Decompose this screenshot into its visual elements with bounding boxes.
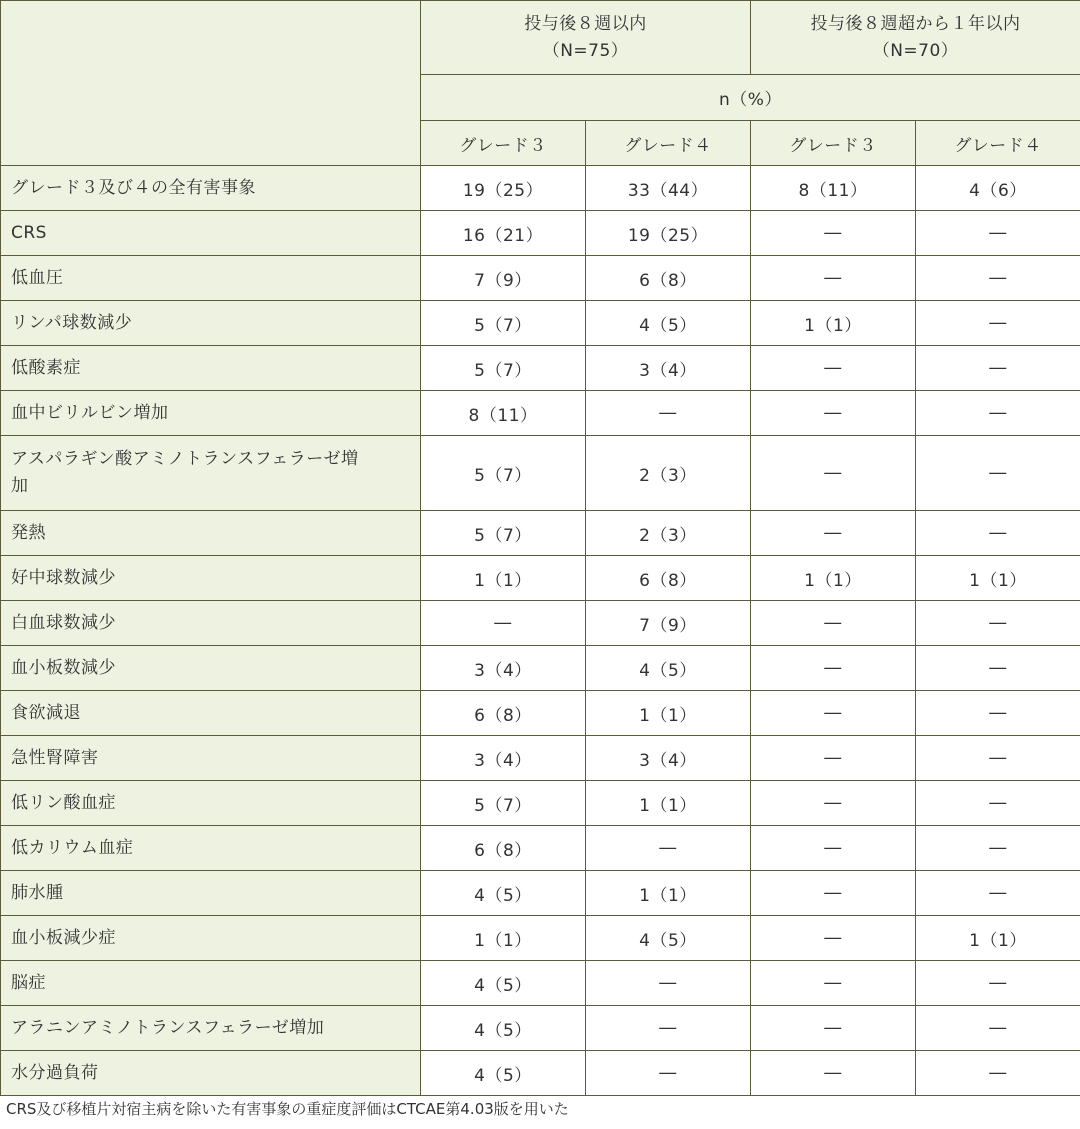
value-cell: 5（7） [421,511,586,556]
value-cell: ― [916,1006,1080,1051]
value-cell: ― [751,916,916,961]
value-cell: 5（7） [421,436,586,511]
table-row [1,871,1080,916]
period2-header [751,1,1080,75]
value-cell: ― [751,736,916,781]
row-label: 血小板減少症 [1,916,421,961]
value-cell: ― [421,601,586,646]
row-label: 低カリウム血症 [1,826,421,871]
value-cell: 2（3） [586,511,751,556]
value-cell: ― [916,391,1080,436]
row-label: 食欲減退 [1,691,421,736]
table-row [1,256,1080,301]
value-cell: 4（6） [916,166,1080,211]
value-cell: ― [916,646,1080,691]
value-cell: ― [751,871,916,916]
value-cell: 7（9） [586,601,751,646]
value-cell: 1（1） [586,781,751,826]
value-cell: 4（5） [421,1051,586,1096]
value-cell: 4（5） [586,916,751,961]
row-label: リンパ球数減少 [1,301,421,346]
table-row [1,691,1080,736]
value-cell: 1（1） [421,556,586,601]
value-cell: ― [916,736,1080,781]
value-cell: ― [916,346,1080,391]
value-cell: 1（1） [586,691,751,736]
value-cell: ― [751,646,916,691]
period1-header [421,1,751,75]
value-cell: ― [916,961,1080,1006]
value-cell: 1（1） [916,556,1080,601]
row-label: 血中ビリルビン増加 [1,391,421,436]
value-cell: ― [751,511,916,556]
table-row [1,511,1080,556]
value-cell: ― [751,1051,916,1096]
table-row [1,211,1080,256]
table-row [1,826,1080,871]
value-cell: ― [586,391,751,436]
row-label: 低血圧 [1,256,421,301]
grade-header: グレード３ [421,121,586,166]
table-row [1,916,1080,961]
value-cell: 16（21） [421,211,586,256]
value-cell: ― [916,256,1080,301]
row-label: 肺水腫 [1,871,421,916]
period1-title: 投与後８週以内 [524,13,647,34]
value-cell: 1（1） [751,556,916,601]
row-label: アスパラギン酸アミノトランスフェラーゼ増加 [1,436,421,511]
value-cell: 3（4） [586,736,751,781]
value-cell: 1（1） [916,916,1080,961]
row-label: アラニンアミノトランスフェラーゼ増加 [1,1006,421,1051]
row-label: 低リン酸血症 [1,781,421,826]
value-cell: 5（7） [421,781,586,826]
value-cell: ― [751,961,916,1006]
value-cell: ― [916,1051,1080,1096]
value-cell: 6（8） [586,556,751,601]
table-row [1,346,1080,391]
value-cell: ― [751,691,916,736]
unit-header: n（%） [421,75,1080,121]
row-label: 血小板数減少 [1,646,421,691]
value-cell: 4（5） [421,871,586,916]
value-cell: 5（7） [421,346,586,391]
value-cell: ― [916,211,1080,256]
table-row [1,646,1080,691]
row-label: 好中球数減少 [1,556,421,601]
table-row [1,301,1080,346]
value-cell: ― [916,301,1080,346]
table-row [1,1006,1080,1051]
table-row [1,781,1080,826]
footnote: CRS及び移植片対宿主病を除いた有害事象の重症度評価はCTCAE第4.03版を用いた [6,1100,569,1118]
row-label: CRS [1,211,421,256]
row-label: 白血球数減少 [1,601,421,646]
value-cell: ― [916,436,1080,511]
value-cell: 19（25） [586,211,751,256]
value-cell: ― [751,256,916,301]
period2-title: 投与後８週超から１年以内 [810,13,1021,34]
table-row [1,601,1080,646]
table-row [1,1051,1080,1096]
grade-header: グレード４ [916,121,1080,166]
row-label: グレード３及び４の全有害事象 [1,166,421,211]
value-cell: 6（8） [421,691,586,736]
row-label: 急性腎障害 [1,736,421,781]
value-cell: 3（4） [421,646,586,691]
value-cell: 4（5） [586,646,751,691]
value-cell: 2（3） [586,436,751,511]
value-cell: ― [751,601,916,646]
value-cell: 33（44） [586,166,751,211]
row-label: 低酸素症 [1,346,421,391]
value-cell: 4（5） [421,961,586,1006]
table-row [1,961,1080,1006]
value-cell: 1（1） [751,301,916,346]
row-label: 水分過負荷 [1,1051,421,1096]
value-cell: ― [751,346,916,391]
value-cell: ― [586,1006,751,1051]
value-cell: ― [916,601,1080,646]
table-row [1,391,1080,436]
corner-cell [1,1,421,166]
grade-header: グレード３ [751,121,916,166]
value-cell: ― [751,391,916,436]
value-cell: ― [916,781,1080,826]
value-cell: 3（4） [586,346,751,391]
grade-header: グレード４ [586,121,751,166]
value-cell: ― [916,826,1080,871]
value-cell: ― [586,1051,751,1096]
value-cell: 5（7） [421,301,586,346]
value-cell: ― [751,1006,916,1051]
row-label: 発熱 [1,511,421,556]
table-row [1,436,1080,511]
value-cell: 1（1） [586,871,751,916]
value-cell: ― [916,871,1080,916]
value-cell: ― [751,211,916,256]
value-cell: ― [586,826,751,871]
value-cell: 8（11） [751,166,916,211]
value-cell: 4（5） [421,1006,586,1051]
value-cell: ― [916,691,1080,736]
table-row [1,556,1080,601]
value-cell: 6（8） [421,826,586,871]
value-cell: ― [751,436,916,511]
value-cell: 4（5） [586,301,751,346]
value-cell: 19（25） [421,166,586,211]
value-cell: ― [751,781,916,826]
row-label: 脳症 [1,961,421,1006]
period1-n: （N=75） [542,40,629,61]
value-cell: ― [916,511,1080,556]
table-row [1,736,1080,781]
value-cell: ― [586,961,751,1006]
value-cell: 1（1） [421,916,586,961]
table-row [1,166,1080,211]
value-cell: ― [751,826,916,871]
value-cell: 7（9） [421,256,586,301]
value-cell: 8（11） [421,391,586,436]
value-cell: 3（4） [421,736,586,781]
period2-n: （N=70） [872,40,959,61]
value-cell: 6（8） [586,256,751,301]
